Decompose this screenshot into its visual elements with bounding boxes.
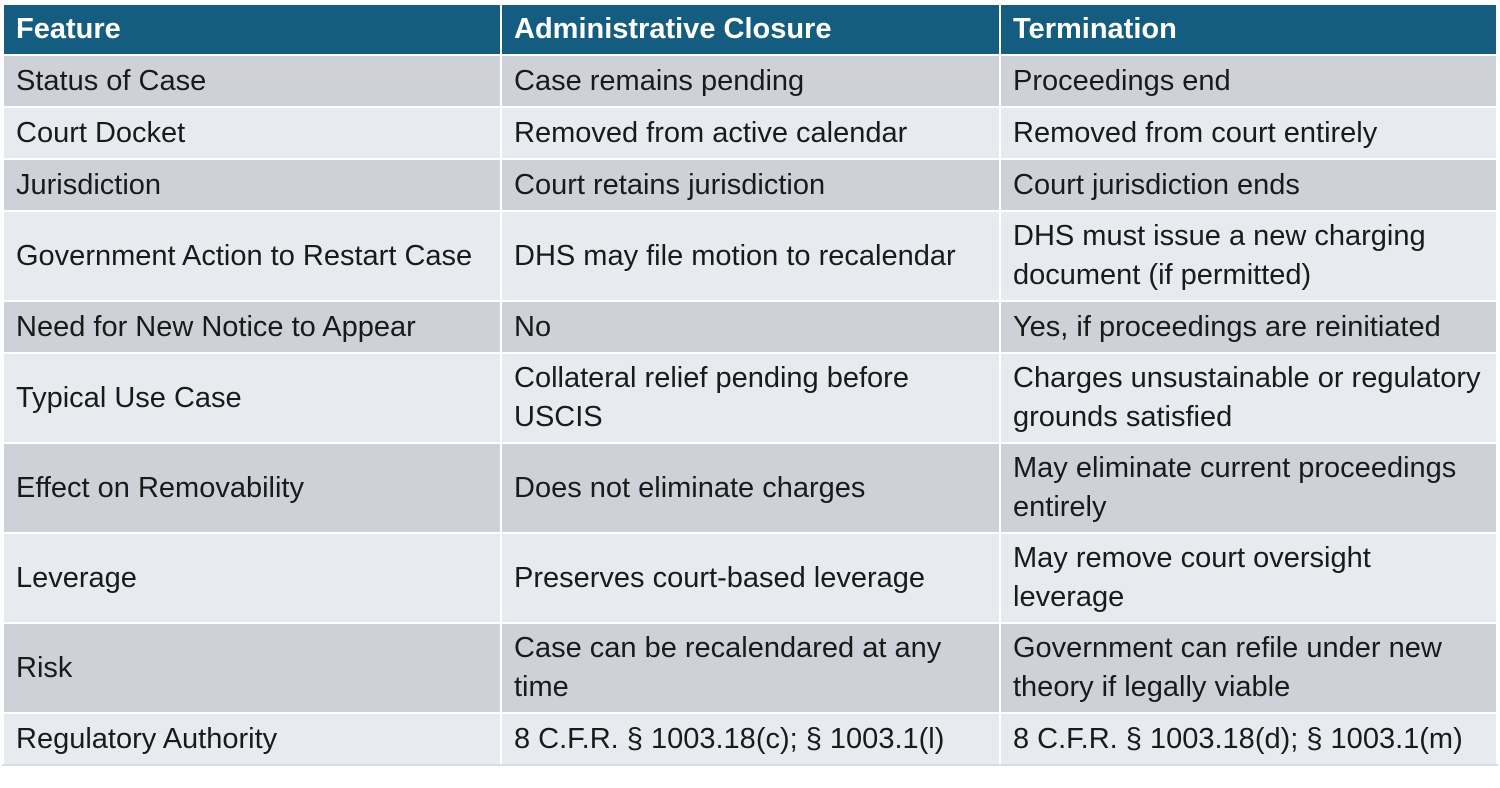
- administrative-closure-cell: Court retains jurisdiction: [501, 159, 1000, 211]
- feature-cell: Jurisdiction: [3, 159, 501, 211]
- table-row: [3, 533, 1497, 623]
- termination-cell: Court jurisdiction ends: [1000, 159, 1497, 211]
- header-feature: Feature: [3, 4, 501, 55]
- comparison-table: [2, 3, 1498, 766]
- table-row: [3, 55, 1497, 107]
- termination-cell: May remove court oversight leverage: [1000, 533, 1497, 623]
- administrative-closure-cell: 8 C.F.R. § 1003.18(c); § 1003.1(l): [501, 713, 1000, 765]
- header-termination: Termination: [1000, 4, 1497, 55]
- feature-cell: Effect on Removability: [3, 443, 501, 533]
- table-row: [3, 301, 1497, 353]
- administrative-closure-cell: Removed from active calendar: [501, 107, 1000, 159]
- termination-cell: Charges unsustainable or regulatory grounds satisfied: [1000, 353, 1497, 443]
- termination-cell: Proceedings end: [1000, 55, 1497, 107]
- feature-cell: Need for New Notice to Appear: [3, 301, 501, 353]
- table-row: [3, 107, 1497, 159]
- table-row: [3, 623, 1497, 713]
- table-body: [3, 55, 1497, 765]
- termination-cell: Removed from court entirely: [1000, 107, 1497, 159]
- feature-cell: Regulatory Authority: [3, 713, 501, 765]
- table-row: [3, 353, 1497, 443]
- termination-cell: Yes, if proceedings are reinitiated: [1000, 301, 1497, 353]
- feature-cell: Court Docket: [3, 107, 501, 159]
- feature-cell: Leverage: [3, 533, 501, 623]
- feature-cell: Government Action to Restart Case: [3, 211, 501, 301]
- feature-cell: Status of Case: [3, 55, 501, 107]
- administrative-closure-cell: DHS may file motion to recalendar: [501, 211, 1000, 301]
- header-administrative-closure: Administrative Closure: [501, 4, 1000, 55]
- table-row: [3, 159, 1497, 211]
- table-row: [3, 211, 1497, 301]
- administrative-closure-cell: Preserves court-based leverage: [501, 533, 1000, 623]
- termination-cell: May eliminate current proceedings entirely: [1000, 443, 1497, 533]
- termination-cell: 8 C.F.R. § 1003.18(d); § 1003.1(m): [1000, 713, 1497, 765]
- administrative-closure-cell: Does not eliminate charges: [501, 443, 1000, 533]
- header-row: [3, 4, 1497, 55]
- feature-cell: Risk: [3, 623, 501, 713]
- administrative-closure-cell: Case can be recalendared at any time: [501, 623, 1000, 713]
- table-row: [3, 713, 1497, 765]
- termination-cell: Government can refile under new theory if legally viable: [1000, 623, 1497, 713]
- table-row: [3, 443, 1497, 533]
- table-header: [3, 4, 1497, 55]
- feature-cell: Typical Use Case: [3, 353, 501, 443]
- comparison-table-container: [2, 3, 1496, 766]
- administrative-closure-cell: No: [501, 301, 1000, 353]
- administrative-closure-cell: Case remains pending: [501, 55, 1000, 107]
- termination-cell: DHS must issue a new charging document (if permitted): [1000, 211, 1497, 301]
- administrative-closure-cell: Collateral relief pending before USCIS: [501, 353, 1000, 443]
